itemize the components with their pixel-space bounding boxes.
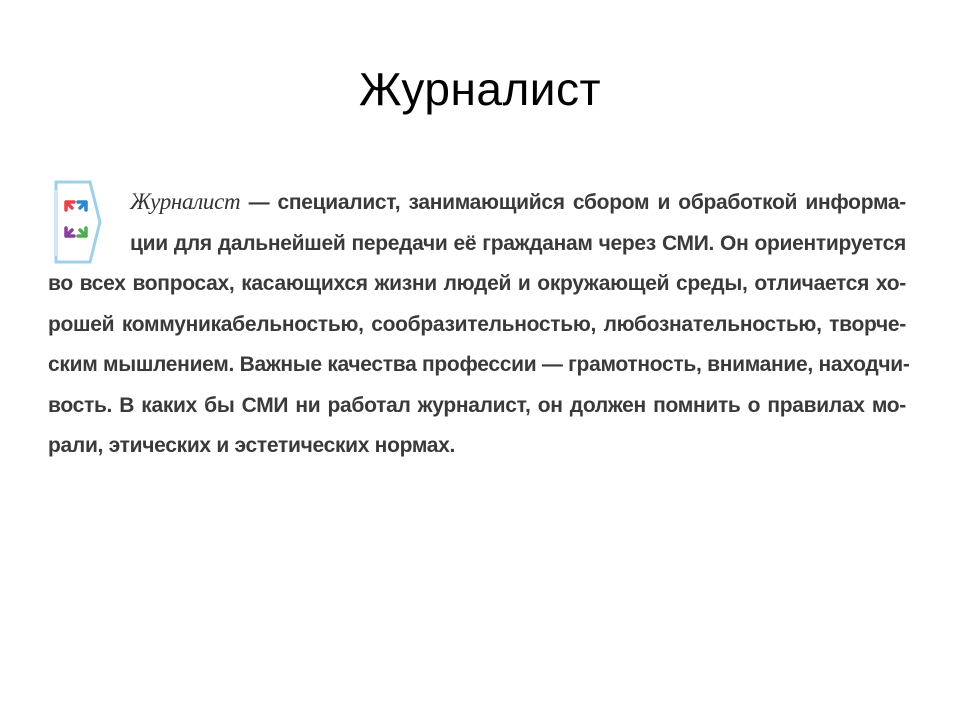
excerpt-line-1-text: — специалист, занимающийся сбором и обработкой информа-: [240, 191, 906, 214]
excerpt-line-6: вость. В каких бы СМИ ни работал журналист, он должен помнить о правилах мо-: [48, 393, 906, 417]
textbook-excerpt: [48, 176, 908, 506]
excerpt-line-4: рошей коммуникабельностью, сообразительностью, любознательностью, творче-: [48, 312, 906, 336]
excerpt-text: [48, 182, 910, 467]
excerpt-line-5: ским мышлением. Важные качества профессии — грамотность, внимание, находчи-: [48, 353, 910, 376]
excerpt-line-7: рали, этических и эстетических нормах.: [48, 434, 456, 457]
slide-title: Журналист: [358, 63, 602, 115]
excerpt-line-3: во всех вопросах, касающихся жизни людей и окружающей среды, отличается хо-: [48, 272, 906, 295]
excerpt-line-2: ции для дальнейшей передачи её гражданам через СМИ. Он ориентируется: [130, 231, 906, 255]
excerpt-line-1: [48, 182, 906, 224]
term-journalist: Журналист: [130, 189, 241, 214]
